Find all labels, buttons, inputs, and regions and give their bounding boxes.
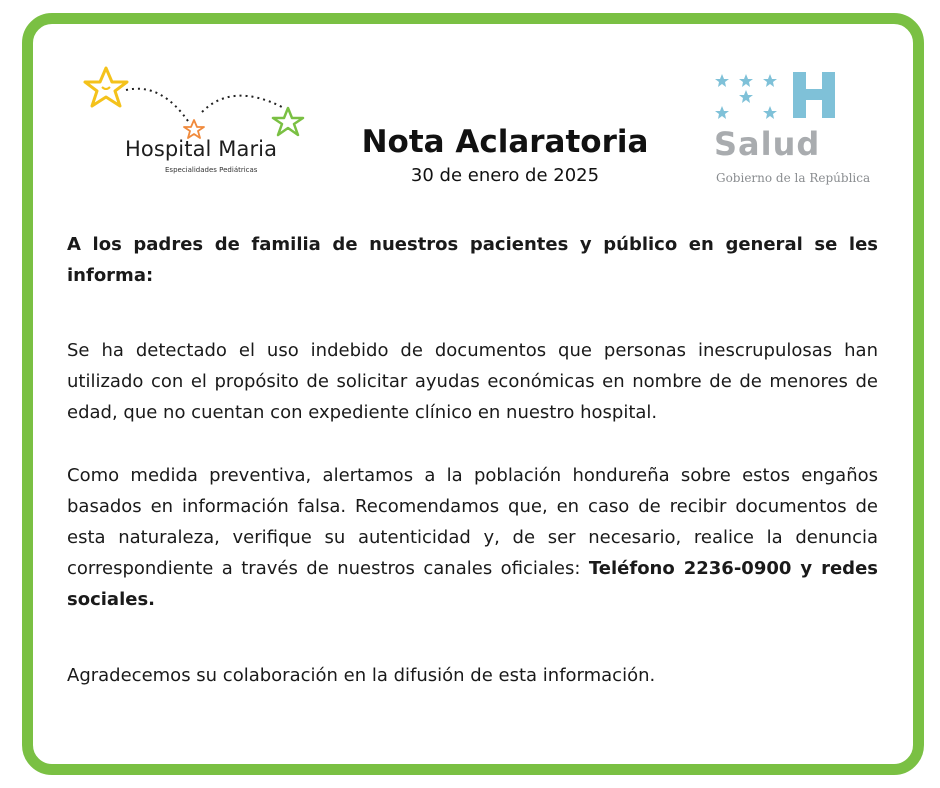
salud-wordmark: Salud (714, 125, 821, 163)
intro-paragraph: A los padres de familia de nuestros pacientes y público en general se les informa: (67, 234, 878, 286)
paragraph-prevention (67, 460, 878, 615)
orange-star-icon (184, 120, 204, 138)
salud-subtitle: Gobierno de la República (716, 171, 871, 185)
page-title: Nota Aclaratoria (361, 124, 649, 160)
paragraph-detection: Se ha detectado el uso indebido de documentos que personas inescrupulosas han utilizado con el propósito de solicitar ayudas económicas en nombre de de menores de edad, que no cuentan con expediente clínico en nuestro hospital. (67, 340, 878, 423)
hospital-maria-logo (82, 62, 312, 182)
contact-info: Teléfono 2236-0900 y redes sociales. (67, 558, 878, 610)
notice-date: 30 de enero de 2025 (410, 165, 600, 186)
h-letter-icon (793, 72, 835, 118)
hospital-name: Hospital Maria (125, 137, 278, 161)
stars-icon (715, 74, 777, 119)
green-star-icon (273, 108, 303, 135)
yellow-star-icon (85, 68, 127, 106)
closing-paragraph: Agradecemos su colaboración en la difusión de esta información. (67, 665, 656, 686)
prevention-text: Como medida preventiva, alertamos a la población hondureña sobre estos engaños basados en información falsa. Recomendamos que, en caso de recibir documentos de esta naturaleza, verifique su autenticidad y, de ser necesario, realice la denuncia correspondiente a través de nuestros canales oficiales: (67, 465, 878, 579)
hospital-tagline: Especialidades Pediátricas (165, 166, 258, 174)
